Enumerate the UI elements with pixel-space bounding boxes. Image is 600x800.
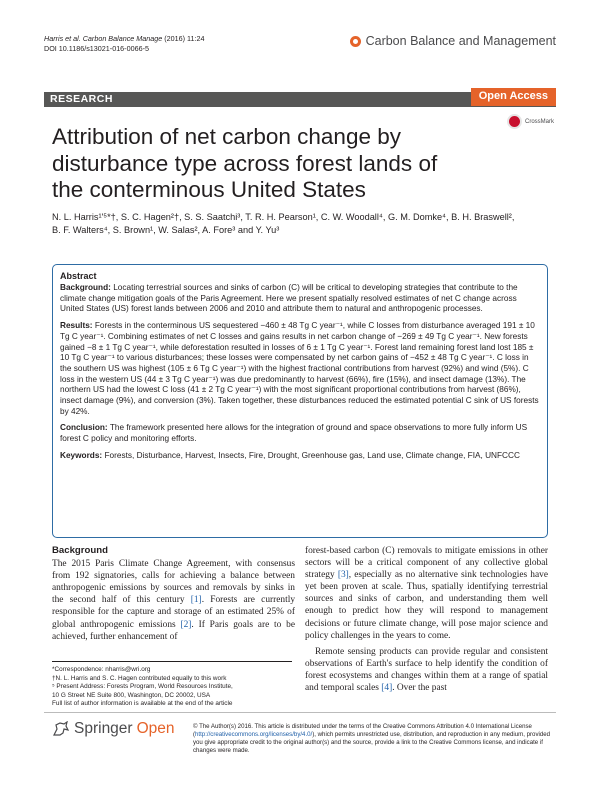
abstract-results-label: Results: [60, 321, 93, 331]
springer-horse-icon [52, 721, 70, 737]
equal-contribution-note: †N. L. Harris and S. C. Hagen contributed equally to this work [52, 674, 227, 682]
abstract-heading: Abstract [60, 271, 97, 281]
abstract-keywords-text: Forests, Disturbance, Harvest, Insects, Fire, Drought, Greenhouse gas, Land use, Climate change, FIA, UNFCCC [104, 450, 520, 460]
author-line-2: B. F. Walters⁴, S. Brown¹, W. Salas², A. Fore³ and Y. Yu³ [52, 225, 280, 236]
crossmark-icon [507, 114, 522, 129]
abstract-results [60, 321, 541, 417]
article-title: Attribution of net carbon change by disturbance type across forest lands of the conterminous United States [52, 124, 438, 202]
full-list-note: Full list of author information is available at the end of the article [52, 700, 233, 708]
doi[interactable]: DOI 10.1186/s13021-016-0066-5 [44, 43, 149, 53]
abstract-conclusion [60, 423, 541, 444]
citation-link[interactable]: [3] [337, 570, 349, 581]
citation-link[interactable]: [2] [180, 619, 192, 630]
open-access-badge: Open Access [471, 88, 556, 106]
abstract-conclusion-text: The framework presented here allows for the integration of ground and space observations to more fully inform US forest C policy and monitoring efforts. [60, 423, 528, 444]
abstract-background-label: Background: [60, 283, 111, 292]
crossmark-label: CrossMark [524, 118, 554, 125]
body-text: , especially as no alternative sink technologies have yet been proven at scale. Thus, spatially identifying terrestrial sources and sinks of carbon, and understanding them well enough to predict how they will respond to management decisions or future climate change, will pose major science and policy challenges in the years to come. [305, 570, 549, 641]
publisher-logo[interactable] [52, 720, 175, 738]
abstract-conclusion-label: Conclusion: [60, 423, 108, 433]
body-text: forest-based carbon (C) removals to mitigate emissions in other sectors will be a critical component of any collective global strategy [305, 546, 548, 581]
background-paragraph [52, 558, 295, 643]
journal-name: Carbon Balance and Management [365, 34, 556, 48]
license-link[interactable]: http://creativecommons.org/licenses/by/4.0/ [195, 731, 313, 739]
present-address-note: ⁵ Present Address: Forests Program, World Resources Institute, [52, 683, 233, 691]
journal-logo-icon [350, 36, 361, 47]
address-note: 10 G Street NE Suite 800, Washington, DC 20002, USA [52, 691, 211, 699]
abstract-keywords [60, 451, 541, 462]
license-text: ), which permits unrestricted use, distribution, and reproduction in any medium, provided you give appropriate credit to the original author(s) and the source, provide a link to the Creative Commons license, and indicate if changes were made. [193, 731, 551, 755]
license-notice [193, 723, 553, 755]
citation-line [44, 34, 205, 44]
citation-link[interactable]: [1] [190, 595, 202, 606]
crossmark-button[interactable] [507, 114, 554, 129]
abstract-background [60, 283, 541, 315]
citation-journal: Harris et al. Carbon Balance Manage [44, 34, 163, 43]
body-text: . If Paris goals are to be achieved, further enhancement of [52, 619, 295, 642]
article-citation [44, 34, 205, 53]
abstract-keywords-label: Keywords: [60, 450, 103, 460]
body-text: . Forests are currently responsible for the capture and storage of an estimated 25% of global anthropogenic emissions [52, 595, 296, 630]
body-column-right [305, 545, 548, 698]
abstract-background-text: Locating terrestrial sources and sinks of carbon (C) will be critical to developing strategies that contribute to the climate change mitigation goals of the Paris Agreement. Here we present spatially resolved estimates of net C change across United States (US) forest lands between 2006 and 2010 and attribute them to natural and anthropogenic processes. [60, 283, 518, 314]
body-text: . Over the past [392, 683, 447, 694]
body-text: The 2015 Paris Climate Change Agreement, with consensus from 192 signatories, calls for achieving a balance between anthropogenic emissions by sources and removals by sinks in the second half of this century [52, 559, 295, 606]
background-heading: Background [52, 545, 108, 556]
body-column-left [52, 545, 295, 647]
footnotes [52, 661, 292, 709]
author-list [52, 211, 552, 237]
publisher-name: Springer [74, 720, 133, 737]
footer-divider [44, 712, 556, 713]
abstract-results-text: Forests in the conterminous US sequestered −460 ± 48 Tg C year⁻¹, while C losses from disturbance averaged 191 ± 10 Tg C year⁻¹. Combining estimates of net C losses and gains results in net carbon change of −269 ± 49 Tg C year⁻¹. New forests gained −8 ± 1 Tg C year⁻¹, while deforestation resulted in losses of 6 ± 1 Tg C year⁻¹. Forest land remaining forest land lost 185 ± 10 Tg C year⁻¹ to various disturbances; these losses were compensated by net carbon gains of −452 ± 48 Tg C year⁻¹. C loss in the southern US was highest (105 ± 6 Tg C year⁻¹) with the highest fractional contributions from harvest (92%) and wind (5%). C loss in the western US (44 ± 3 Tg C year⁻¹) was due predominantly to harvest (66%), fire (15%), and insect damage (13%). The northern US had the lowest C loss (41 ± 2 Tg C year⁻¹) with the most significant proportional contributions from harvest (86%), insect damage (9%), and conversion (3%). Taken together, these disturbances reduced the estimated potential C sink of US forests by 42%. [60, 321, 539, 416]
body-text: Remote sensing products can provide regular and consistent observations of Earth's surface to help identify the condition of forest ecosystems and changes within them at a range of spatial and temporal scales [305, 646, 548, 694]
correspondence-note[interactable]: *Correspondence: nharris@wri.org [52, 666, 151, 673]
body-paragraph [305, 646, 548, 694]
abstract-box [52, 264, 548, 538]
citation-volume: (2016) 11:24 [164, 34, 205, 43]
license-text: © The Author(s) 2016. This article is distributed under the terms of the Creative Commons Attribution 4.0 International License ( [193, 723, 532, 739]
body-paragraph [305, 545, 548, 642]
section-band [44, 92, 556, 107]
publisher-open: Open [136, 720, 175, 737]
citation-link[interactable]: [4] [381, 683, 393, 694]
author-line-1: N. L. Harris¹ʹ⁵*†, S. C. Hagen²†, S. S. Saatchi³, T. R. H. Pearson¹, C. W. Woodall⁴, G. M. Domke⁴, B. H. Braswell², [52, 212, 515, 222]
journal-brand[interactable] [350, 34, 556, 48]
section-label: RESEARCH [50, 93, 113, 105]
